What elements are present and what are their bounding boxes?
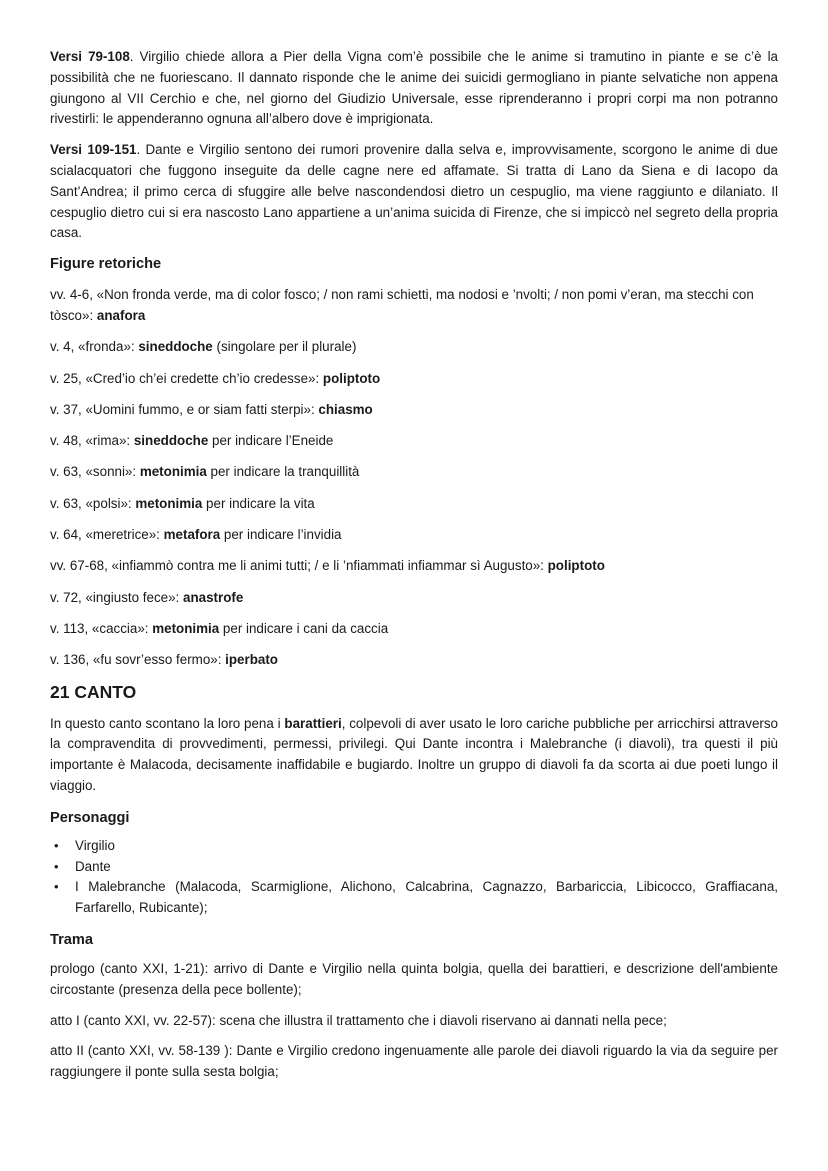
figure-note: per indicare l’Eneide [208, 433, 334, 449]
figure-item [50, 431, 778, 452]
summary-paragraph-2 [50, 140, 778, 244]
intro-text: In questo canto scontano la loro pena i [50, 715, 285, 731]
verse-range-label: Versi 109-151 [50, 142, 137, 158]
figure-item [50, 285, 778, 327]
figure-note: (singolare per il plurale) [212, 339, 357, 355]
list-item [50, 836, 778, 857]
bullet-icon: • [54, 858, 59, 874]
figure-note: per indicare i cani da caccia [219, 620, 389, 636]
figure-item [50, 556, 778, 577]
figure-verse: v. 136, «fu sovr’esso fermo»: [50, 652, 226, 668]
figure-item [50, 400, 778, 421]
figure-item [50, 337, 778, 358]
figure-verse: v. 63, «sonni»: [50, 464, 140, 480]
plot-paragraph: atto I (canto XXI, vv. 22-57): scena che illustra il trattamento che i diavoli riservano ai dannati nella pece; [50, 1012, 667, 1028]
plot-heading: Trama [50, 931, 93, 948]
figure-term: poliptoto [547, 558, 605, 574]
intro-bold-term: barattieri [284, 715, 342, 731]
figure-note: per indicare l’invidia [220, 527, 342, 543]
verse-range-label: Versi 79-108 [50, 49, 130, 64]
figure-verse: v. 72, «ingiusto fece»: [50, 589, 183, 605]
figure-item [50, 494, 778, 515]
figure-term: anafora [96, 307, 146, 323]
figure-verse: v. 37, «Uomini fummo, e or siam fatti sterpi»: [50, 401, 319, 417]
characters-list [50, 836, 778, 919]
figure-term: iperbato [225, 652, 278, 668]
bullet-icon: • [54, 837, 59, 853]
figure-term: metonimia [135, 495, 203, 511]
figure-term: sineddoche [133, 433, 209, 449]
plot-paragraph: atto II (canto XXI, vv. 58-139 ): Dante e Virgilio credono ingenuamente alle parole dei diavoli riguardo la via da seguire per raggiungere il ponte sulla sesta bolgia; [50, 1043, 778, 1080]
figure-term: metafora [163, 527, 221, 543]
figure-verse: vv. 4-6, «Non fronda verde, ma di color fosco; / non rami schietti, ma nodosi e ’nvolti; / non pomi v’eran, ma stecchi con tòsco»: [50, 287, 754, 323]
figure-verse: vv. 67-68, «infiammò contra me li animi tutti; / e li ’nfiammati infiammar sì Augusto»: [50, 558, 548, 574]
figure-item [50, 462, 778, 483]
figure-item [50, 650, 778, 671]
character-name: Virgilio [75, 837, 115, 853]
list-item [50, 857, 778, 878]
figure-verse: v. 64, «meretrice»: [50, 527, 164, 543]
summary-text: . Dante e Virgilio sentono dei rumori provenire dalla selva e, improvvisamente, scorgono le anime di due scialacquatori che fuggono inseguite da delle cagne nere ed affamate. Si tratta di Lano da Siena e di Iacopo da Sant’Andrea; il primo cerca di sfuggire alle belve nascondendosi dietro un cespuglio, ma viene raggiunto e dilaniato. Il cespuglio dietro cui si era nascosto Lano appartiene a un’anima suicida di Firenze, che si impiccò nel segreto della propria casa. [50, 142, 778, 241]
figure-item [50, 525, 778, 546]
figure-verse: v. 63, «polsi»: [50, 495, 136, 511]
figure-term: chiasmo [318, 401, 373, 417]
figure-term: sineddoche [138, 339, 213, 355]
summary-text: . Virgilio chiede allora a Pier della Vigna com’è possibile che le anime si tramutino in piante e se c’è la possibilità che ne fuoriescano. Il dannato risponde che le anime dei suicidi germogliano in piante selvatiche non appena giungono al VII Cerchio e che, nel giorno del Giudizio Universale, esse riprenderanno i propri corpi ma non potranno rivestirli: le appenderanno ognuna all’albero dove è imprigionata. [50, 49, 778, 127]
plot-paragraph: prologo (canto XXI, 1-21): arrivo di Dante e Virgilio nella quinta bolgia, quella dei barattieri, e descrizione dell'ambiente circostante (presenza della pece bollente); [50, 960, 778, 997]
figure-item [50, 619, 778, 640]
summary-paragraph-1 [50, 47, 778, 130]
figure-term: poliptoto [322, 370, 381, 386]
figure-verse: v. 4, «fronda»: [50, 339, 139, 355]
character-name: Dante [75, 858, 111, 874]
figures-heading: Figure retoriche [50, 256, 162, 273]
figure-verse: v. 113, «caccia»: [50, 620, 153, 636]
bullet-icon: • [54, 879, 59, 895]
characters-heading: Personaggi [50, 809, 130, 826]
document-page [50, 47, 778, 1083]
canto-intro [50, 714, 778, 797]
figure-verse: v. 25, «Cred’io ch’ei credette ch’io credesse»: [50, 370, 323, 386]
figure-verse: v. 48, «rima»: [50, 433, 134, 449]
canto-title: 21 CANTO [50, 681, 137, 702]
figure-note: per indicare la vita [202, 495, 315, 511]
figure-note: per indicare la tranquillità [206, 464, 360, 480]
figure-term: metonimia [139, 464, 207, 480]
figures-list [50, 285, 778, 671]
intro-text: , colpevoli di aver usato le loro cariche pubbliche per arricchirsi attraverso la compravendita di provvedimenti, permessi, privilegi. Qui Dante incontra i Malebranche (i diavoli), tra questi il più importante è Malacoda, decisamente inaffidabile e bugiardo. Inoltre un gruppo di diavoli fa da scorta ai due poeti lungo il viaggio. [50, 715, 778, 793]
figure-item [50, 369, 778, 390]
figure-term: anastrofe [183, 589, 244, 605]
figure-term: metonimia [152, 620, 220, 636]
figure-item [50, 588, 778, 609]
list-item [50, 877, 778, 919]
character-name: I Malebranche (Malacoda, Scarmiglione, Alichono, Calcabrina, Cagnazzo, Barbariccia, Libicocco, Graffiacana, Farfarello, Rubicante); [75, 879, 778, 916]
